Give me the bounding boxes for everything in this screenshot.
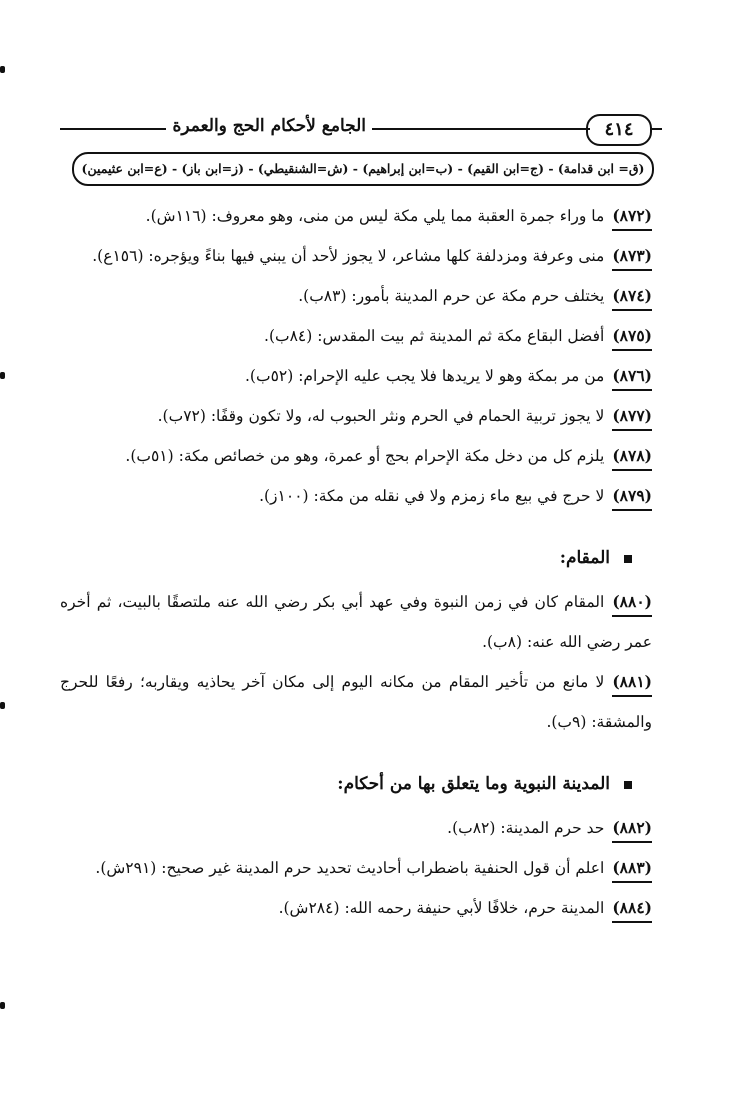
list-item xyxy=(60,316,652,356)
margin-mark xyxy=(0,66,5,73)
list-item xyxy=(60,476,652,516)
list-item xyxy=(60,808,652,848)
entry-number: (٨٧٣) xyxy=(612,243,652,271)
section-heading-maqam xyxy=(60,538,652,578)
list-item xyxy=(60,356,652,396)
entry-text: ما وراء جمرة العقبة مما يلي مكة ليس من منى، وهو معروف: (١١٦ش). xyxy=(145,207,605,225)
entry-text: منى وعرفة ومزدلفة كلها مشاعر، لا يجوز لأحد أن يبني فيها بناءً ويؤجره: (١٥٦ع). xyxy=(92,247,605,265)
list-item xyxy=(60,396,652,436)
list-item xyxy=(60,582,652,662)
entry-text: يلزم كل من دخل مكة الإحرام بحج أو عمرة، وهو من خصائص مكة: (٥١ب). xyxy=(125,447,605,465)
margin-mark xyxy=(0,702,5,709)
section-title: المدينة النبوية وما يتعلق بها من أحكام: xyxy=(337,774,610,794)
entry-number: (٨٨٢) xyxy=(612,815,652,843)
list-item xyxy=(60,436,652,476)
list-item xyxy=(60,196,652,236)
entry-number: (٨٧٨) xyxy=(612,443,652,471)
entries-list xyxy=(60,196,652,928)
entry-text: اعلم أن قول الحنفية باضطراب أحاديث تحديد حرم المدينة غير صحيح: (٢٩١ش). xyxy=(95,859,605,877)
entry-number: (٨٨٠) xyxy=(612,589,652,617)
entry-text: أفضل البقاع مكة ثم المدينة ثم بيت المقدس: (٨٤ب). xyxy=(264,327,605,345)
list-item xyxy=(60,848,652,888)
entry-text: لا يجوز تربية الحمام في الحرم ونثر الحبوب له، ولا تكون وقفًا: (٧٢ب). xyxy=(157,407,605,425)
margin-mark xyxy=(0,1002,5,1009)
entry-number: (٨٨٤) xyxy=(612,895,652,923)
entry-text: لا مانع من تأخير المقام من مكانه اليوم إلى مكان آخر يحاذيه ويقاربه؛ رفعًا للحرج والمشقة: (٩ب). xyxy=(60,673,652,731)
page-number: ٤١٤ xyxy=(586,114,652,146)
entry-text: حد حرم المدينة: (٨٢ب). xyxy=(447,819,605,837)
entry-number: (٨٧٢) xyxy=(612,203,652,231)
abbreviation-legend: (ق= ابن قدامة) - (ج=ابن القيم) - (ب=ابن إبراهيم) - (ش=الشنقيطي) - (ز=ابن باز) - (ع=ابن عثيمين) xyxy=(72,152,654,186)
entry-text: المدينة حرم، خلافًا لأبي حنيفة رحمه الله: (٢٨٤ش). xyxy=(278,899,605,917)
margin-mark xyxy=(0,372,5,379)
entry-number: (٨٧٧) xyxy=(612,403,652,431)
section-heading-madina xyxy=(60,764,652,804)
list-item xyxy=(60,276,652,316)
section-title: المقام: xyxy=(559,548,610,568)
entry-number: (٨٧٦) xyxy=(612,363,652,391)
entry-number: (٨٨٣) xyxy=(612,855,652,883)
entry-number: (٨٧٩) xyxy=(612,483,652,511)
entry-text: يختلف حرم مكة عن حرم المدينة بأمور: (٨٣ب). xyxy=(298,287,605,305)
list-item xyxy=(60,888,652,928)
entry-text: لا حرج في بيع ماء زمزم ولا في نقله من مكة: (١٠٠ز). xyxy=(259,487,605,505)
entry-text: من مر بمكة وهو لا يريدها فلا يجب عليه الإحرام: (٥٢ب). xyxy=(244,367,605,385)
list-item xyxy=(60,236,652,276)
entry-number: (٨٧٥) xyxy=(612,323,652,351)
entry-number: (٨٨١) xyxy=(612,669,652,697)
entry-text: المقام كان في زمن النبوة وفي عهد أبي بكر رضي الله عنه ملتصقًا بالبيت، ثم أخره عمر رضي الله عنه: (٨ب). xyxy=(60,593,652,651)
square-bullet-icon xyxy=(624,781,632,789)
entry-number: (٨٧٤) xyxy=(612,283,652,311)
book-title: الجامع لأحكام الحج والعمرة xyxy=(166,116,372,136)
list-item xyxy=(60,662,652,742)
square-bullet-icon xyxy=(624,555,632,563)
page-header xyxy=(60,112,662,148)
